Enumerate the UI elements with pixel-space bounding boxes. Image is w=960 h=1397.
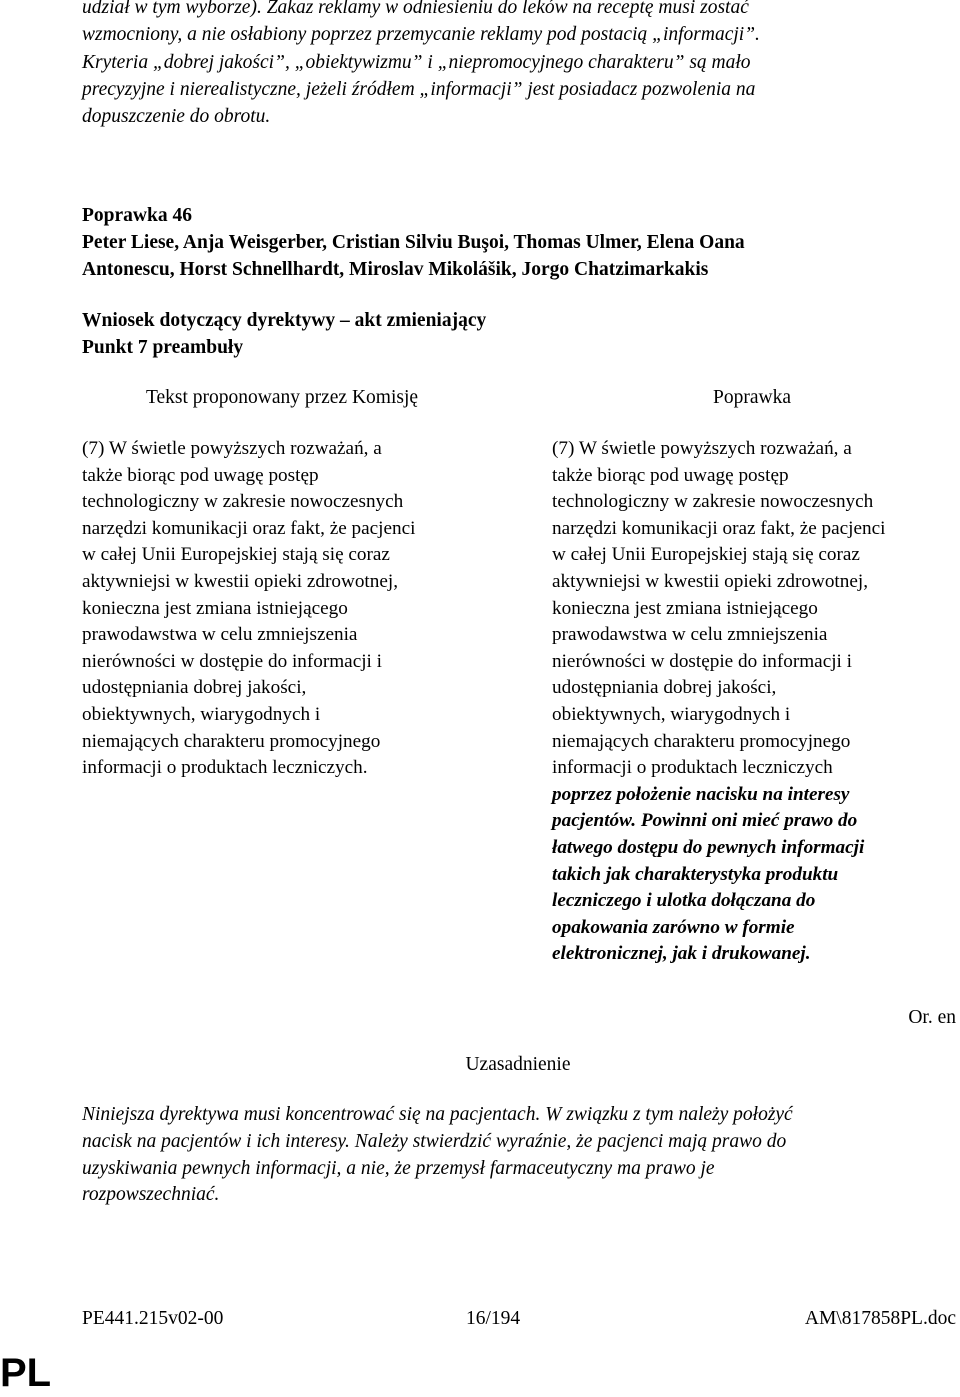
amendment-added-line: pacjentów. Powinni oni mieć prawo do: [552, 810, 858, 832]
amendment-heading: [82, 202, 942, 283]
amendment-title: Poprawka 46: [82, 205, 192, 226]
amendment-text-header: Poprawka: [713, 387, 791, 408]
justification-text: [82, 1102, 942, 1209]
amendment-line: niemających charakteru promocyjnego: [552, 730, 851, 752]
proposal-reference: [82, 307, 942, 361]
commission-text-column: [82, 436, 487, 782]
amendment-added-line: elektronicznej, jak i drukowanej.: [552, 943, 811, 965]
footer-document-name: AM\817858PL.doc: [804, 1308, 956, 1329]
amendment-authors-line: Peter Liese, Anja Weisgerber, Cristian Silviu Buşoi, Thomas Ulmer, Elena Oana: [82, 232, 745, 253]
commission-line: niemających charakteru promocyjnego: [82, 730, 381, 752]
intro-line: precyzyjne i nierealistyczne, jeżeli źródłem „informacji” jest posiadacz pozwolenia na: [82, 78, 756, 100]
intro-line: Kryteria „dobrej jakości”, „obiektywizmu” i „niepromocyjnego charakteru” są mało: [82, 51, 751, 73]
footer-reference: PE441.215v02-00: [82, 1308, 224, 1329]
intro-line: udział w tym wyborze). Zakaz reklamy w odniesieniu do leków na receptę musi zostać: [82, 0, 749, 18]
justification-line: rozpowszechniać.: [82, 1184, 220, 1206]
amendment-line: informacji o produktach leczniczych: [552, 757, 833, 779]
amendment-line: prawodawstwa w celu zmniejszenia: [552, 624, 828, 646]
intro-line: wzmocniony, a nie osłabiony poprzez przemycanie reklamy pod postacią „informacji”.: [82, 24, 760, 46]
intro-line: dopuszczenie do obrotu.: [82, 106, 271, 128]
amendment-line: udostępniania dobrej jakości,: [552, 677, 777, 699]
commission-line: narzędzi komunikacji oraz fakt, że pacjenci: [82, 517, 416, 539]
amendment-line: (7) W świetle powyższych rozważań, a: [552, 438, 852, 459]
amendment-added-line: poprzez położenie nacisku na interesy: [552, 783, 850, 805]
commission-line: także biorąc pod uwagę postęp: [82, 464, 319, 486]
justification-title: Uzasadnienie: [465, 1054, 571, 1075]
commission-line: aktywniejsi w kwestii opieki zdrowotnej,: [82, 570, 399, 592]
amendment-added-line: takich jak charakterystyka produktu: [552, 863, 839, 885]
commission-line: udostępniania dobrej jakości,: [82, 677, 307, 699]
amendment-line: konieczna jest zmiana istniejącego: [552, 597, 818, 619]
commission-text-header: Tekst proponowany przez Komisję: [145, 387, 419, 408]
amendment-line: nierówności w dostępie do informacji i: [552, 650, 853, 672]
amendment-line: także biorąc pod uwagę postęp: [552, 464, 789, 486]
commission-line: (7) W świetle powyższych rozważań, a: [82, 438, 382, 459]
proposal-act: Wniosek dotyczący dyrektywy – akt zmieniający: [82, 310, 487, 331]
amendment-line: w całej Unii Europejskiej stają się coraz: [552, 544, 860, 566]
amendment-line: technologiczny w zakresie nowoczesnych: [552, 491, 874, 513]
amendment-added-line: leczniczego i ulotka dołączana do: [552, 890, 816, 912]
justification-line: uzyskiwania pewnych informacji, a nie, że przemysł farmaceutyczny ma prawo je: [82, 1157, 715, 1179]
commission-line: obiektywnych, wiarygodnych i: [82, 703, 321, 725]
commission-line: nierówności w dostępie do informacji i: [82, 650, 383, 672]
commission-line: konieczna jest zmiana istniejącego: [82, 597, 348, 619]
amendment-text-column: [552, 436, 957, 968]
intro-paragraph: [82, 0, 942, 130]
justification-line: nacisk na pacjentów i ich interesy. Należy stwierdzić wyraźnie, że pacjenci mają prawo do: [82, 1130, 787, 1152]
proposal-recital: Punkt 7 preambuły: [82, 337, 244, 358]
commission-line: w całej Unii Europejskiej stają się coraz: [82, 544, 390, 566]
commission-line: prawodawstwa w celu zmniejszenia: [82, 624, 358, 646]
commission-line: informacji o produktach leczniczych.: [82, 757, 368, 779]
amendment-line: aktywniejsi w kwestii opieki zdrowotnej,: [552, 570, 869, 592]
amendment-added-line: opakowania zarówno w formie: [552, 916, 795, 938]
amendment-authors-line: Antonescu, Horst Schnellhardt, Miroslav Mikolášik, Jorgo Chatzimarkakis: [82, 259, 709, 280]
commission-line: technologiczny w zakresie nowoczesnych: [82, 491, 404, 513]
language-code: PL: [0, 1351, 52, 1395]
original-language: Or. en: [908, 1007, 956, 1028]
justification-line: Niniejsza dyrektywa musi koncentrować się na pacjentach. W związku z tym należy położyć: [82, 1104, 793, 1125]
footer-page-number: 16/194: [466, 1308, 521, 1329]
amendment-added-line: łatwego dostępu do pewnych informacji: [552, 836, 865, 858]
amendment-line: obiektywnych, wiarygodnych i: [552, 703, 791, 725]
amendment-line: narzędzi komunikacji oraz fakt, że pacjenci: [552, 517, 886, 539]
